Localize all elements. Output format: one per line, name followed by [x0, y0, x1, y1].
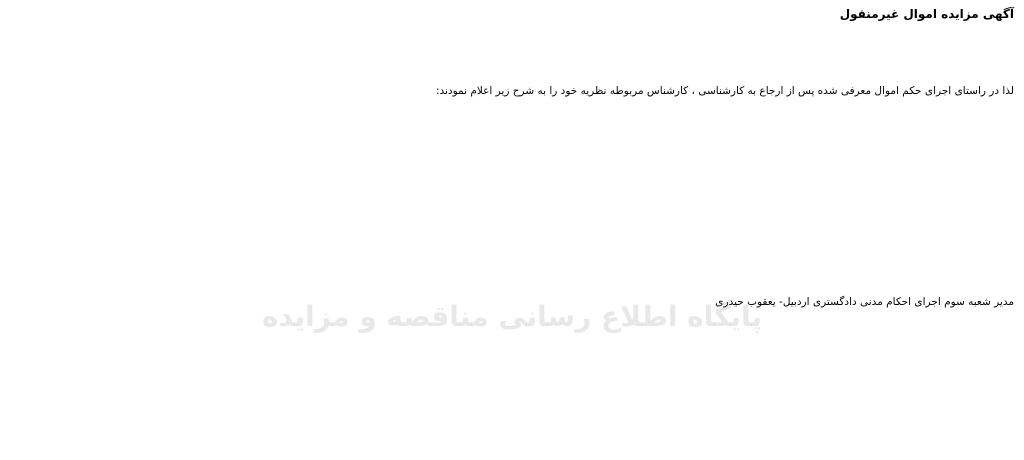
illegible-paragraph [10, 107, 1014, 165]
notice-title: آگهی مزایده اموال غیرمنقول [839, 7, 1014, 21]
site-watermark: پایگاه اطلاع رسانی مناقصه و مزایده [261, 300, 763, 333]
illegible-paragraph [10, 165, 1014, 291]
expert-intro-paragraph: لذا در راستای اجرای حکم اموال معرفی شده پس از ارجاع به کارشناسی ، کارشناس مربوطه نظریه خود را به شرح زیر اعلام نمودند: [435, 85, 1014, 97]
illegible-paragraph [10, 32, 1014, 84]
signature-line: مدیر شعبه سوم اجرای احکام مدنی دادگستری اردبیل- یعقوب حیدری [715, 295, 1014, 308]
